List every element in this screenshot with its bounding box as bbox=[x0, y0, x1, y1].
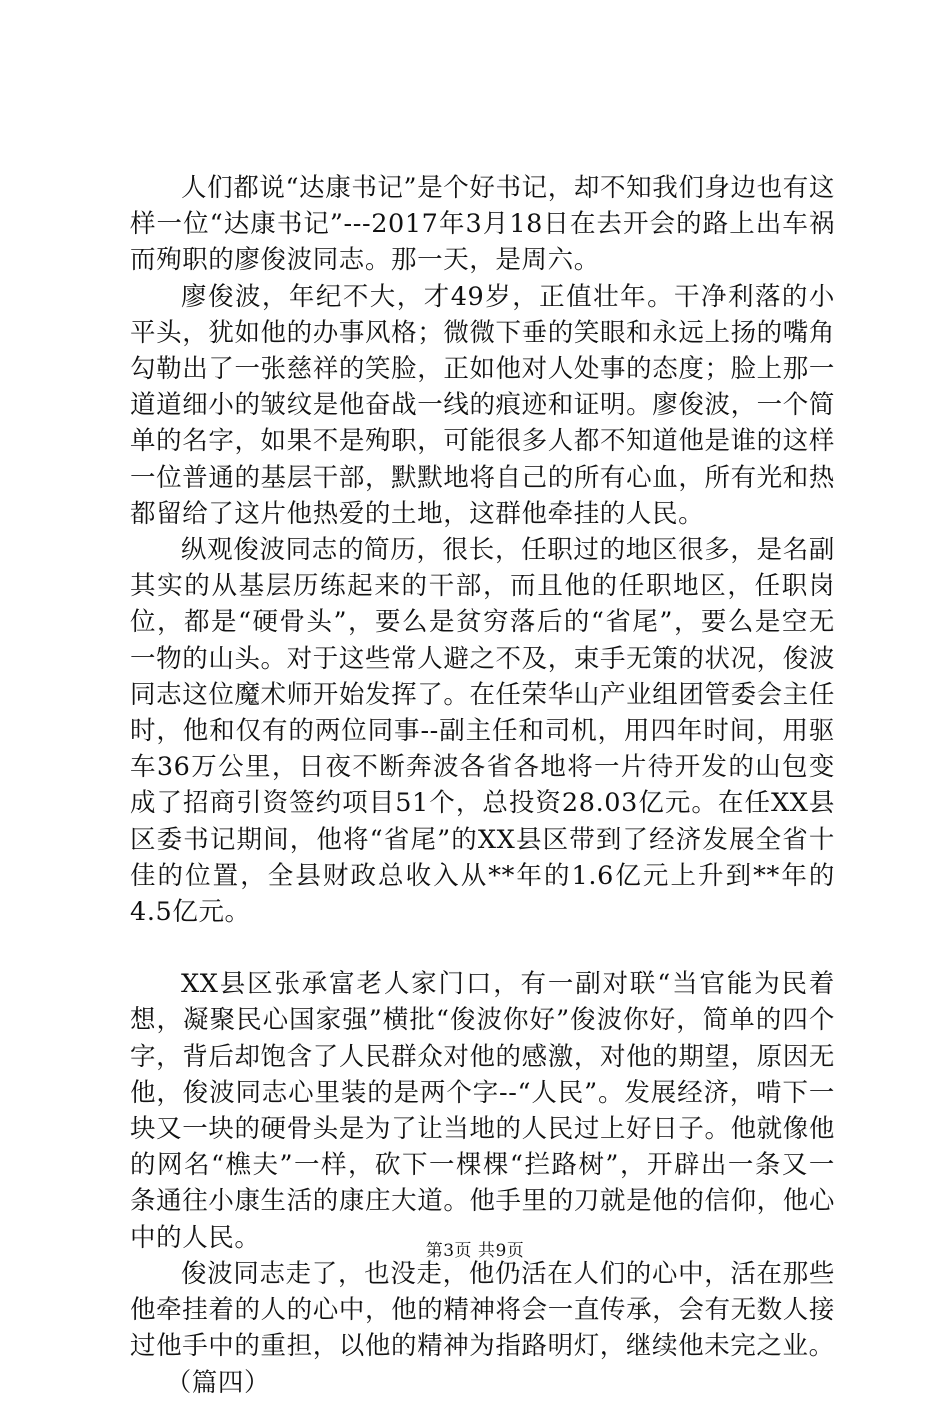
page-number-footer: 第3页 共9页 bbox=[425, 1241, 525, 1261]
paragraph-1: 人们都说“达康书记”是个好书记，却不知我们身边也有这样一位“达康书记”---2017年3月18日在去开会的路上出车祸而殉职的廖俊波同志。那一天，是周六。 bbox=[130, 173, 835, 276]
document-body bbox=[130, 170, 835, 1401]
paragraph-4: XX县区张承富老人家门口，有一副对联“当官能为民着想，凝聚民心国家强”横批“俊波你好”俊波你好，简单的四个字，背后却饱含了人民群众对他的感激，对他的期望，原因无他，俊波同志心里装的是两个字--“人民”。发展经济，啃下一块又一块的硬骨头是为了让当地的人民过上好日子。他就像他的网名“樵夫”一样，砍下一棵棵“拦路树”，开辟出一条又一条通往小康生活的康庄大道。他手里的刀就是他的信仰，他心中的人民。 bbox=[130, 969, 835, 1253]
paragraph-5: 俊波同志走了，也没走，他仍活在人们的心中，活在那些他牵挂着的人的心中，他的精神将会一直传承，会有无数人接过他手中的重担，以他的精神为指路明灯，继续他未完之业。 bbox=[130, 1258, 835, 1362]
paragraph-3: 纵观俊波同志的简历，很长，任职过的地区很多，是名副其实的从基层历练起来的干部，而且他的任职地区，任职岗位，都是“硬骨头”，要么是贫穷落后的“省尾”，要么是空无一物的山头。对于这些常人避之不及，束手无策的状况，俊波同志这位魔术师开始发挥了。在任荣华山产业组团管委会主任时，他和仅有的两位同事--副主任和司机，用四年时间，用驱车36万公里，日夜不断奔波各省各地将一片待开发的山包变成了招商引资签约项目51个，总投资28.03亿元。在任XX县区委书记期间，他将“省尾”的XX县区带到了经济发展全省十佳的位置，全县财政总收入从**年的1.6亿元上升到**年的4.5亿元。 bbox=[130, 535, 835, 928]
section-heading: （篇四） bbox=[165, 1367, 271, 1398]
paragraph-2: 廖俊波，年纪不大，才49岁，正值壮年。干净利落的小平头，犹如他的办事风格；微微下垂的笑眼和永远上扬的嘴角勾勒出了一张慈祥的笑脸，正如他对人处事的态度；脸上那一道道细小的皱纹是他奋战一线的痕迹和证明。廖俊波，一个简单的名字，如果不是殉职，可能很多人都不知道他是谁的这样一位普通的基层干部，默默地将自己的所有心血，所有光和热都留给了这片他热爱的土地，这群他牵挂的人民。 bbox=[130, 281, 835, 529]
